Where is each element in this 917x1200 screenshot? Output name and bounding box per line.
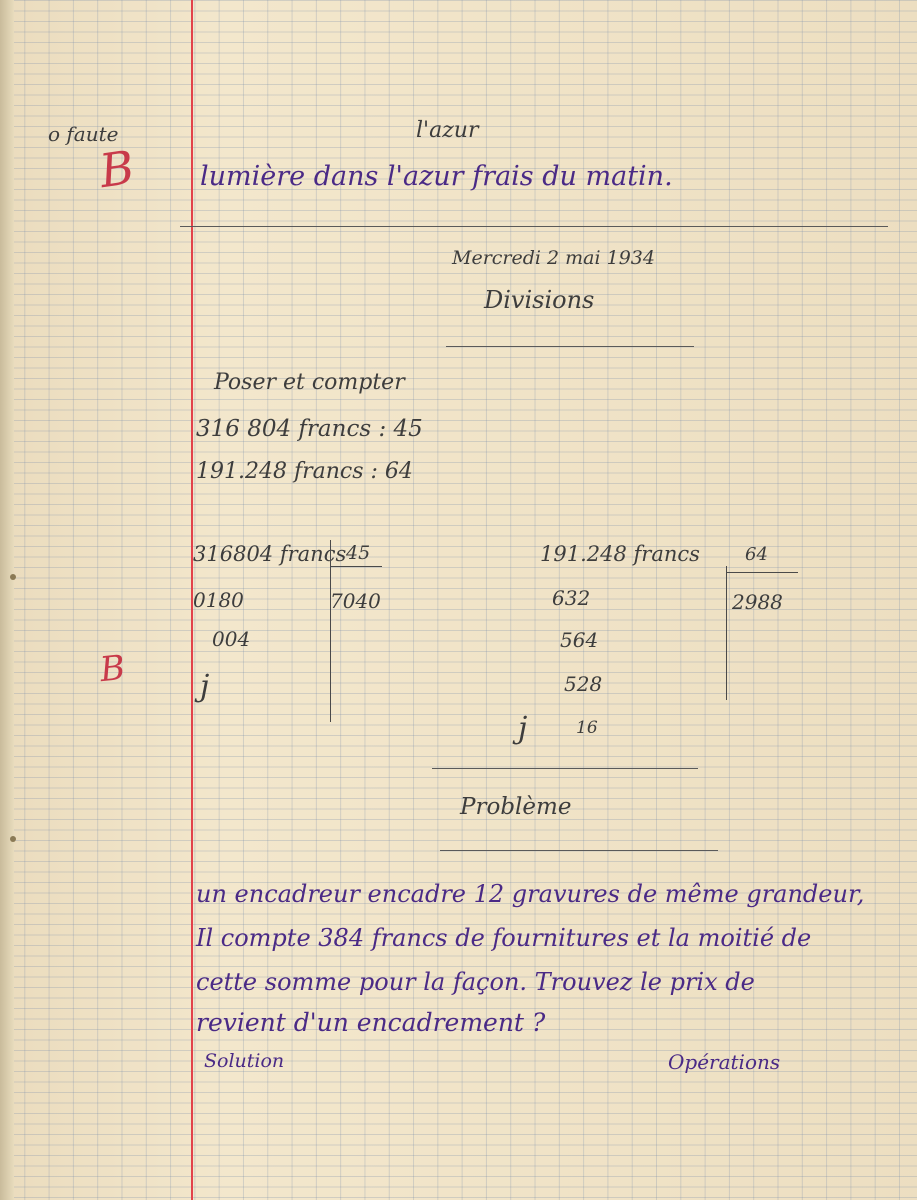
division-divisor: 45 [346,542,371,564]
lesson-date: Mercredi 2 mai 1934 [452,247,655,269]
grade-mark: B [96,139,138,199]
title-underline [446,346,694,347]
division-step: 564 [560,628,599,652]
remainder-mark: j [200,669,210,704]
division-step: 004 [212,627,251,651]
grade-mark: B [97,647,128,691]
page-binding-edge [0,0,14,1200]
exercise-line: 316 804 francs : 45 [196,416,423,442]
division-bracket-horizontal [726,572,798,573]
division-divisor: 64 [745,544,768,565]
problem-title: Problème [460,794,572,820]
section-divider [180,226,888,227]
dictation-sentence: lumière dans l'azur frais du matin. [200,161,673,192]
title-underline [440,850,718,851]
lesson-title: Divisions [484,286,595,314]
division-step: 16 [576,718,598,738]
grade-note: o faute [48,122,119,146]
problem-text-line: cette somme pour la façon. Trouvez le prix de [196,968,755,996]
division-dividend: 316804 francs [193,542,347,566]
operations-label: Opérations [668,1050,781,1074]
division-bracket-vertical [330,540,331,722]
section-divider [432,768,698,769]
division-step: 0180 [193,588,244,612]
problem-text-line: Il compte 384 francs de fournitures et la moitié de [196,924,812,952]
binding-hole [10,574,16,580]
division-bracket-horizontal [330,566,382,567]
dictation-heading: l'azur [416,118,479,143]
division-step: 528 [564,672,603,696]
division-step: 632 [552,586,591,610]
exercise-line: 191.248 francs : 64 [196,459,413,484]
division-dividend: 191.248 francs [540,542,700,566]
exercise-instruction: Poser et compter [214,370,405,395]
problem-text-line: un encadreur encadre 12 gravures de même grandeur, [196,880,865,908]
division-quotient: 7040 [330,589,381,613]
remainder-mark: j [518,711,528,746]
solution-label: Solution [204,1050,285,1072]
problem-text-line: revient d'un encadrement ? [196,1008,546,1037]
binding-hole [10,836,16,842]
division-quotient: 2988 [732,590,783,614]
division-bracket-vertical [726,566,727,700]
